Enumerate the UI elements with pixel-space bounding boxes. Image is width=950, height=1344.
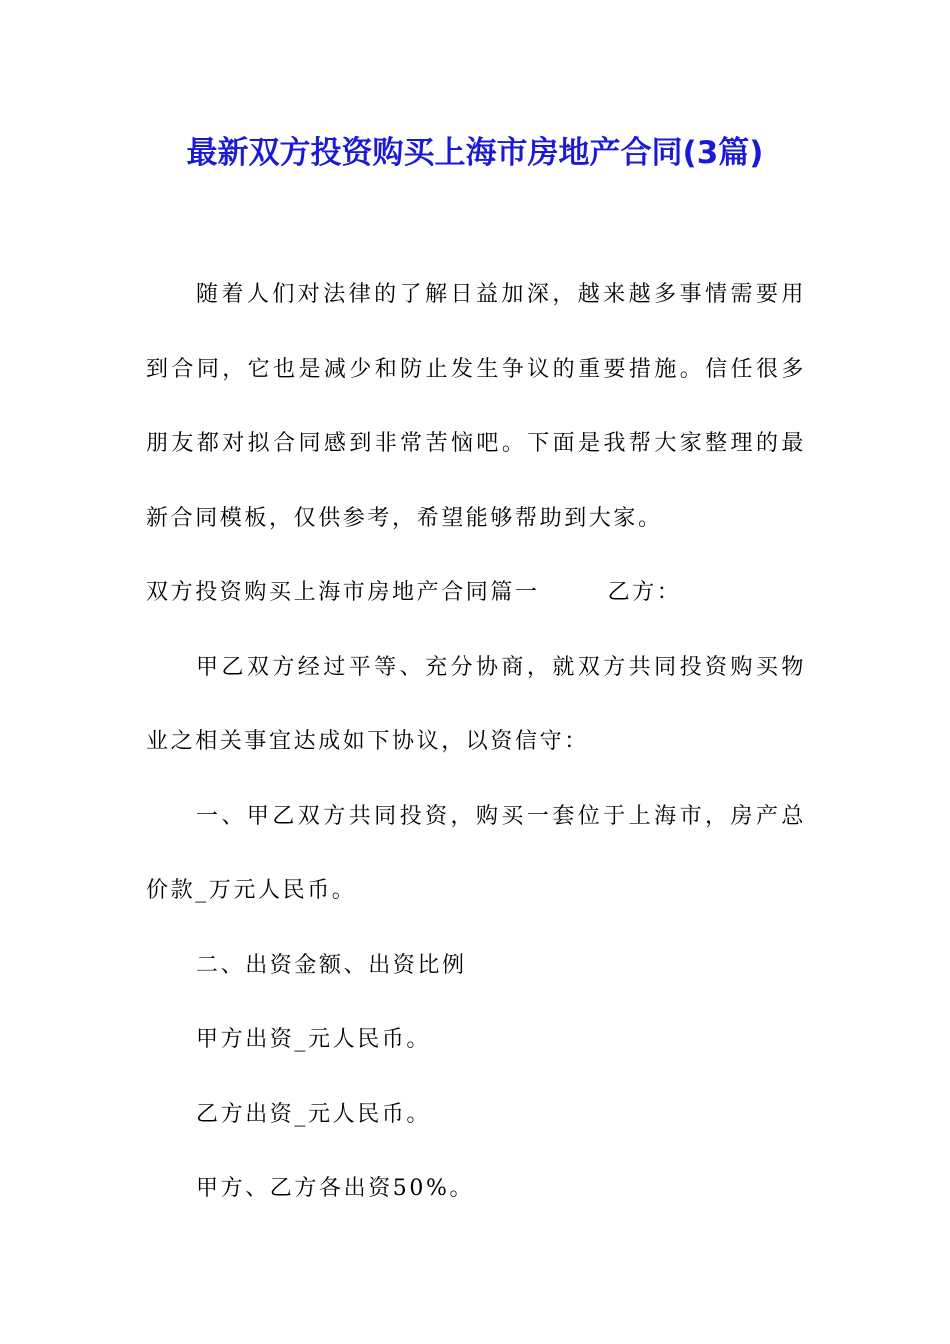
document-title: 最新双方投资购买上海市房地产合同(3篇) xyxy=(186,135,764,171)
section-party-label: 乙方： xyxy=(607,580,682,605)
clause-1-paragraph: 一、甲乙双方共同投资，购买一套位于上海市，房产总价款_万元人民币。 xyxy=(146,803,806,903)
section-heading-line xyxy=(146,556,806,631)
intro-paragraph: 随着人们对法律的了解日益加深，越来越多事情需要用到合同，它也是减少和防止发生争议的重要措施。信任很多朋友都对拟合同感到非常苦恼吧。下面是我帮大家整理的最新合同模板，仅供参考，希望能够帮助到大家。 xyxy=(146,282,806,531)
party-a-contribution: 甲方出资_元人民币。 xyxy=(196,1027,432,1052)
document-body xyxy=(146,258,806,1227)
section-heading: 双方投资购买上海市房地产合同篇一 xyxy=(146,580,540,605)
clause-2-heading: 二、出资金额、出资比例 xyxy=(196,952,467,978)
party-b-contribution: 乙方出资_元人民币。 xyxy=(196,1101,432,1127)
contribution-ratio: 甲方、乙方各出资50%。 xyxy=(196,1176,475,1201)
agreement-paragraph: 甲乙双方经过平等、充分协商，就双方共同投资购买物业之相关事宜达成如下协议，以资信守： xyxy=(146,654,806,754)
